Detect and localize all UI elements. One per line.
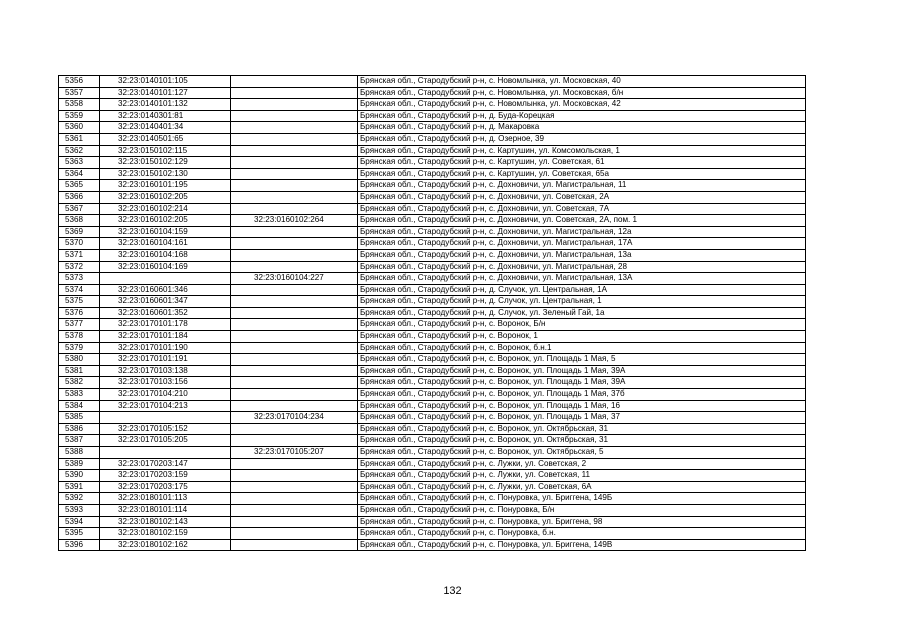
related-cadastral-number-cell <box>231 307 358 319</box>
address-cell: Брянская обл., Стародубский р-н, с. Дохновичи, ул. Магистральная, 13а <box>358 249 806 261</box>
table-row <box>59 226 806 238</box>
row-number-cell: 5378 <box>59 331 100 343</box>
related-cadastral-number-cell <box>231 99 358 111</box>
table-row <box>59 504 806 516</box>
table-row <box>59 215 806 227</box>
related-cadastral-number-cell <box>231 180 358 192</box>
address-cell: Брянская обл., Стародубский р-н, с. Воронок, 1 <box>358 331 806 343</box>
address-cell: Брянская обл., Стародубский р-н, с. Картушин, ул. Советская, 65а <box>358 168 806 180</box>
page-number: 132 <box>443 585 462 597</box>
row-number-cell: 5388 <box>59 447 100 459</box>
table-row <box>59 284 806 296</box>
address-cell: Брянская обл., Стародубский р-н, с. Понуровка, б.н. <box>358 528 806 540</box>
cadastral-number-cell: 32:23:0160601:346 <box>100 284 231 296</box>
address-cell: Брянская обл., Стародубский р-н, с. Новомлынка, ул. Московская, б/н <box>358 87 806 99</box>
row-number-cell: 5356 <box>59 76 100 88</box>
table-row <box>59 342 806 354</box>
address-cell: Брянская обл., Стародубский р-н, с. Картушин, ул. Советская, 61 <box>358 157 806 169</box>
address-cell: Брянская обл., Стародубский р-н, с. Воронок, б.н.1 <box>358 342 806 354</box>
table-row <box>59 481 806 493</box>
cadastral-number-cell <box>100 412 231 424</box>
related-cadastral-number-cell <box>231 342 358 354</box>
related-cadastral-number-cell <box>231 87 358 99</box>
cadastral-number-cell <box>100 447 231 459</box>
table-row <box>59 423 806 435</box>
row-number-cell: 5395 <box>59 528 100 540</box>
cadastral-number-cell: 32:23:0140501:65 <box>100 133 231 145</box>
address-cell: Брянская обл., Стародубский р-н, с. Воронок, ул. Октябрьская, 31 <box>358 423 806 435</box>
row-number-cell: 5394 <box>59 516 100 528</box>
address-cell: Брянская обл., Стародубский р-н, д. Случок, ул. Центральная, 1А <box>358 284 806 296</box>
row-number-cell: 5389 <box>59 458 100 470</box>
cadastral-number-cell: 32:23:0170101:184 <box>100 331 231 343</box>
address-cell: Брянская обл., Стародубский р-н, с. Дохновичи, ул. Советская, 7А <box>358 203 806 215</box>
table-row <box>59 145 806 157</box>
address-cell: Брянская обл., Стародубский р-н, с. Дохновичи, ул. Магистральная, 12а <box>358 226 806 238</box>
row-number-cell: 5381 <box>59 365 100 377</box>
related-cadastral-number-cell <box>231 493 358 505</box>
cadastral-number-cell: 32:23:0170103:156 <box>100 377 231 389</box>
row-number-cell: 5357 <box>59 87 100 99</box>
row-number-cell: 5386 <box>59 423 100 435</box>
table-row <box>59 539 806 551</box>
row-number-cell: 5376 <box>59 307 100 319</box>
related-cadastral-number-cell <box>231 481 358 493</box>
row-number-cell: 5369 <box>59 226 100 238</box>
table-row <box>59 354 806 366</box>
cadastral-number-cell: 32:23:0170104:210 <box>100 389 231 401</box>
address-cell: Брянская обл., Стародубский р-н, с. Воронок, ул. Площадь 1 Мая, 39А <box>358 365 806 377</box>
cadastral-number-cell: 32:23:0140101:127 <box>100 87 231 99</box>
address-cell: Брянская обл., Стародубский р-н, с. Дохновичи, ул. Магистральная, 17А <box>358 238 806 250</box>
cadastral-number-cell: 32:23:0180102:162 <box>100 539 231 551</box>
address-cell: Брянская обл., Стародубский р-н, д. Случок, ул. Зеленый Гай, 1а <box>358 307 806 319</box>
related-cadastral-number-cell <box>231 226 358 238</box>
table-row <box>59 493 806 505</box>
related-cadastral-number-cell <box>231 249 358 261</box>
table-row <box>59 296 806 308</box>
table-row <box>59 110 806 122</box>
cadastral-number-cell: 32:23:0160104:169 <box>100 261 231 273</box>
address-cell: Брянская обл., Стародубский р-н, с. Воронок, ул. Площадь 1 Мая, 37б <box>358 389 806 401</box>
row-number-cell: 5390 <box>59 470 100 482</box>
cadastral-number-cell: 32:23:0170104:213 <box>100 400 231 412</box>
cadastral-number-cell: 32:23:0180102:159 <box>100 528 231 540</box>
table-body <box>59 76 806 551</box>
table-row <box>59 331 806 343</box>
related-cadastral-number-cell <box>231 435 358 447</box>
address-cell: Брянская обл., Стародубский р-н, с. Воронок, ул. Октябрьская, 5 <box>358 447 806 459</box>
related-cadastral-number-cell <box>231 354 358 366</box>
address-cell: Брянская обл., Стародубский р-н, с. Дохновичи, ул. Магистральная, 13А <box>358 273 806 285</box>
address-cell: Брянская обл., Стародубский р-н, с. Воронок, ул. Площадь 1 Мая, 5 <box>358 354 806 366</box>
cadastral-number-cell: 32:23:0140101:105 <box>100 76 231 88</box>
row-number-cell: 5391 <box>59 481 100 493</box>
related-cadastral-number-cell <box>231 539 358 551</box>
cadastral-number-cell: 32:23:0180102:143 <box>100 516 231 528</box>
address-cell: Брянская обл., Стародубский р-н, с. Понуровка, ул. Бриггена, 98 <box>358 516 806 528</box>
cadastral-number-cell: 32:23:0140401:34 <box>100 122 231 134</box>
related-cadastral-number-cell <box>231 157 358 169</box>
row-number-cell: 5372 <box>59 261 100 273</box>
related-cadastral-number-cell <box>231 458 358 470</box>
related-cadastral-number-cell <box>231 284 358 296</box>
row-number-cell: 5384 <box>59 400 100 412</box>
table-row <box>59 249 806 261</box>
row-number-cell: 5363 <box>59 157 100 169</box>
table-row <box>59 307 806 319</box>
cadastral-number-cell: 32:23:0140101:132 <box>100 99 231 111</box>
table-row <box>59 157 806 169</box>
related-cadastral-number-cell <box>231 133 358 145</box>
address-cell: Брянская обл., Стародубский р-н, с. Картушин, ул. Комсомольская, 1 <box>358 145 806 157</box>
row-number-cell: 5367 <box>59 203 100 215</box>
cadastral-number-cell: 32:23:0170105:152 <box>100 423 231 435</box>
related-cadastral-number-cell <box>231 423 358 435</box>
row-number-cell: 5382 <box>59 377 100 389</box>
row-number-cell: 5365 <box>59 180 100 192</box>
row-number-cell: 5375 <box>59 296 100 308</box>
related-cadastral-number-cell <box>231 319 358 331</box>
related-cadastral-number-cell <box>231 400 358 412</box>
address-cell: Брянская обл., Стародубский р-н, с. Воронок, Б/н <box>358 319 806 331</box>
cadastral-number-cell: 32:23:0150102:129 <box>100 157 231 169</box>
cadastral-number-cell <box>100 273 231 285</box>
address-cell: Брянская обл., Стародубский р-н, с. Воронок, ул. Площадь 1 Мая, 37 <box>358 412 806 424</box>
row-number-cell: 5361 <box>59 133 100 145</box>
row-number-cell: 5377 <box>59 319 100 331</box>
table-row <box>59 435 806 447</box>
related-cadastral-number-cell: 32:23:0160104:227 <box>231 273 358 285</box>
related-cadastral-number-cell <box>231 261 358 273</box>
address-cell: Брянская обл., Стародубский р-н, с. Лужки, ул. Советская, 2 <box>358 458 806 470</box>
related-cadastral-number-cell <box>231 238 358 250</box>
cadastral-number-cell: 32:23:0170105:205 <box>100 435 231 447</box>
table-row <box>59 191 806 203</box>
related-cadastral-number-cell <box>231 331 358 343</box>
address-cell: Брянская обл., Стародубский р-н, с. Воронок, ул. Площадь 1 Мая, 16 <box>358 400 806 412</box>
table-row <box>59 99 806 111</box>
table-row <box>59 203 806 215</box>
address-cell: Брянская обл., Стародубский р-н, с. Лужки, ул. Советская, 11 <box>358 470 806 482</box>
cadastral-number-cell: 32:23:0160104:159 <box>100 226 231 238</box>
row-number-cell: 5392 <box>59 493 100 505</box>
row-number-cell: 5387 <box>59 435 100 447</box>
cadastral-number-cell: 32:23:0140301:81 <box>100 110 231 122</box>
table-row <box>59 389 806 401</box>
cadastral-number-cell: 32:23:0170203:159 <box>100 470 231 482</box>
table-row <box>59 180 806 192</box>
related-cadastral-number-cell <box>231 377 358 389</box>
row-number-cell: 5368 <box>59 215 100 227</box>
table-row <box>59 516 806 528</box>
row-number-cell: 5370 <box>59 238 100 250</box>
row-number-cell: 5385 <box>59 412 100 424</box>
address-cell: Брянская обл., Стародубский р-н, с. Понуровка, ул. Бриггена, 149В <box>358 539 806 551</box>
row-number-cell: 5380 <box>59 354 100 366</box>
cadastral-number-cell: 32:23:0160601:347 <box>100 296 231 308</box>
address-cell: Брянская обл., Стародубский р-н, с. Понуровка, ул. Бриггена, 149Б <box>358 493 806 505</box>
table-row <box>59 377 806 389</box>
cadastral-number-cell: 32:23:0150102:115 <box>100 145 231 157</box>
address-cell: Брянская обл., Стародубский р-н, с. Дохновичи, ул. Магистральная, 28 <box>358 261 806 273</box>
address-cell: Брянская обл., Стародубский р-н, д. Буда-Корецкая <box>358 110 806 122</box>
cadastral-number-cell: 32:23:0160102:205 <box>100 215 231 227</box>
cadastral-number-cell: 32:23:0170101:190 <box>100 342 231 354</box>
related-cadastral-number-cell: 32:23:0170104:234 <box>231 412 358 424</box>
address-cell: Брянская обл., Стародубский р-н, с. Понуровка, Б/н <box>358 504 806 516</box>
address-cell: Брянская обл., Стародубский р-н, с. Воронок, ул. Октябрьская, 31 <box>358 435 806 447</box>
row-number-cell: 5358 <box>59 99 100 111</box>
row-number-cell: 5360 <box>59 122 100 134</box>
row-number-cell: 5362 <box>59 145 100 157</box>
related-cadastral-number-cell <box>231 504 358 516</box>
table-row <box>59 365 806 377</box>
cadastral-number-cell: 32:23:0160601:352 <box>100 307 231 319</box>
address-cell: Брянская обл., Стародубский р-н, д. Озерное, 39 <box>358 133 806 145</box>
related-cadastral-number-cell <box>231 389 358 401</box>
table-row <box>59 528 806 540</box>
related-cadastral-number-cell <box>231 122 358 134</box>
related-cadastral-number-cell <box>231 203 358 215</box>
row-number-cell: 5396 <box>59 539 100 551</box>
related-cadastral-number-cell <box>231 470 358 482</box>
row-number-cell: 5364 <box>59 168 100 180</box>
row-number-cell: 5371 <box>59 249 100 261</box>
related-cadastral-number-cell <box>231 76 358 88</box>
row-number-cell: 5393 <box>59 504 100 516</box>
cadastral-number-cell: 32:23:0170203:147 <box>100 458 231 470</box>
table-row <box>59 76 806 88</box>
cadastral-number-cell: 32:23:0170203:175 <box>100 481 231 493</box>
cadastral-number-cell: 32:23:0160102:214 <box>100 203 231 215</box>
table-row <box>59 447 806 459</box>
row-number-cell: 5373 <box>59 273 100 285</box>
related-cadastral-number-cell <box>231 296 358 308</box>
table-row <box>59 458 806 470</box>
table-row <box>59 412 806 424</box>
table-row <box>59 261 806 273</box>
table-row <box>59 273 806 285</box>
row-number-cell: 5359 <box>59 110 100 122</box>
row-number-cell: 5383 <box>59 389 100 401</box>
address-cell: Брянская обл., Стародубский р-н, с. Дохновичи, ул. Советская, 2А <box>358 191 806 203</box>
cadastral-number-cell: 32:23:0160104:168 <box>100 249 231 261</box>
cadastral-number-cell: 32:23:0160104:161 <box>100 238 231 250</box>
cadastral-number-cell: 32:23:0150102:130 <box>100 168 231 180</box>
related-cadastral-number-cell: 32:23:0170105:207 <box>231 447 358 459</box>
address-cell: Брянская обл., Стародубский р-н, д. Макаровка <box>358 122 806 134</box>
table-row <box>59 168 806 180</box>
table-row <box>59 400 806 412</box>
cadastral-number-cell: 32:23:0180101:114 <box>100 504 231 516</box>
address-cell: Брянская обл., Стародубский р-н, с. Новомлынка, ул. Московская, 42 <box>358 99 806 111</box>
table-row <box>59 470 806 482</box>
address-cell: Брянская обл., Стародубский р-н, д. Случок, ул. Центральная, 1 <box>358 296 806 308</box>
cadastral-number-cell: 32:23:0160102:205 <box>100 191 231 203</box>
related-cadastral-number-cell <box>231 168 358 180</box>
row-number-cell: 5379 <box>59 342 100 354</box>
related-cadastral-number-cell <box>231 110 358 122</box>
cadastral-number-cell: 32:23:0170101:178 <box>100 319 231 331</box>
table-row <box>59 87 806 99</box>
table-row <box>59 133 806 145</box>
related-cadastral-number-cell <box>231 145 358 157</box>
address-cell: Брянская обл., Стародубский р-н, с. Лужки, ул. Советская, 6А <box>358 481 806 493</box>
cadastral-number-cell: 32:23:0180101:113 <box>100 493 231 505</box>
table-row <box>59 122 806 134</box>
related-cadastral-number-cell <box>231 365 358 377</box>
cadastral-number-cell: 32:23:0170101:191 <box>100 354 231 366</box>
row-number-cell: 5374 <box>59 284 100 296</box>
row-number-cell: 5366 <box>59 191 100 203</box>
cadastral-number-cell: 32:23:0160101:195 <box>100 180 231 192</box>
address-cell: Брянская обл., Стародубский р-н, с. Дохновичи, ул. Советская, 2А, пом. 1 <box>358 215 806 227</box>
related-cadastral-number-cell <box>231 191 358 203</box>
address-cell: Брянская обл., Стародубский р-н, с. Дохновичи, ул. Магистральная, 11 <box>358 180 806 192</box>
address-cell: Брянская обл., Стародубский р-н, с. Новомлынка, ул. Московская, 40 <box>358 76 806 88</box>
address-cell: Брянская обл., Стародубский р-н, с. Воронок, ул. Площадь 1 Мая, 39А <box>358 377 806 389</box>
table-row <box>59 238 806 250</box>
related-cadastral-number-cell <box>231 516 358 528</box>
related-cadastral-number-cell: 32:23:0160102:264 <box>231 215 358 227</box>
cadastral-number-cell: 32:23:0170103:138 <box>100 365 231 377</box>
property-registry-table <box>58 75 806 551</box>
related-cadastral-number-cell <box>231 528 358 540</box>
table-row <box>59 319 806 331</box>
